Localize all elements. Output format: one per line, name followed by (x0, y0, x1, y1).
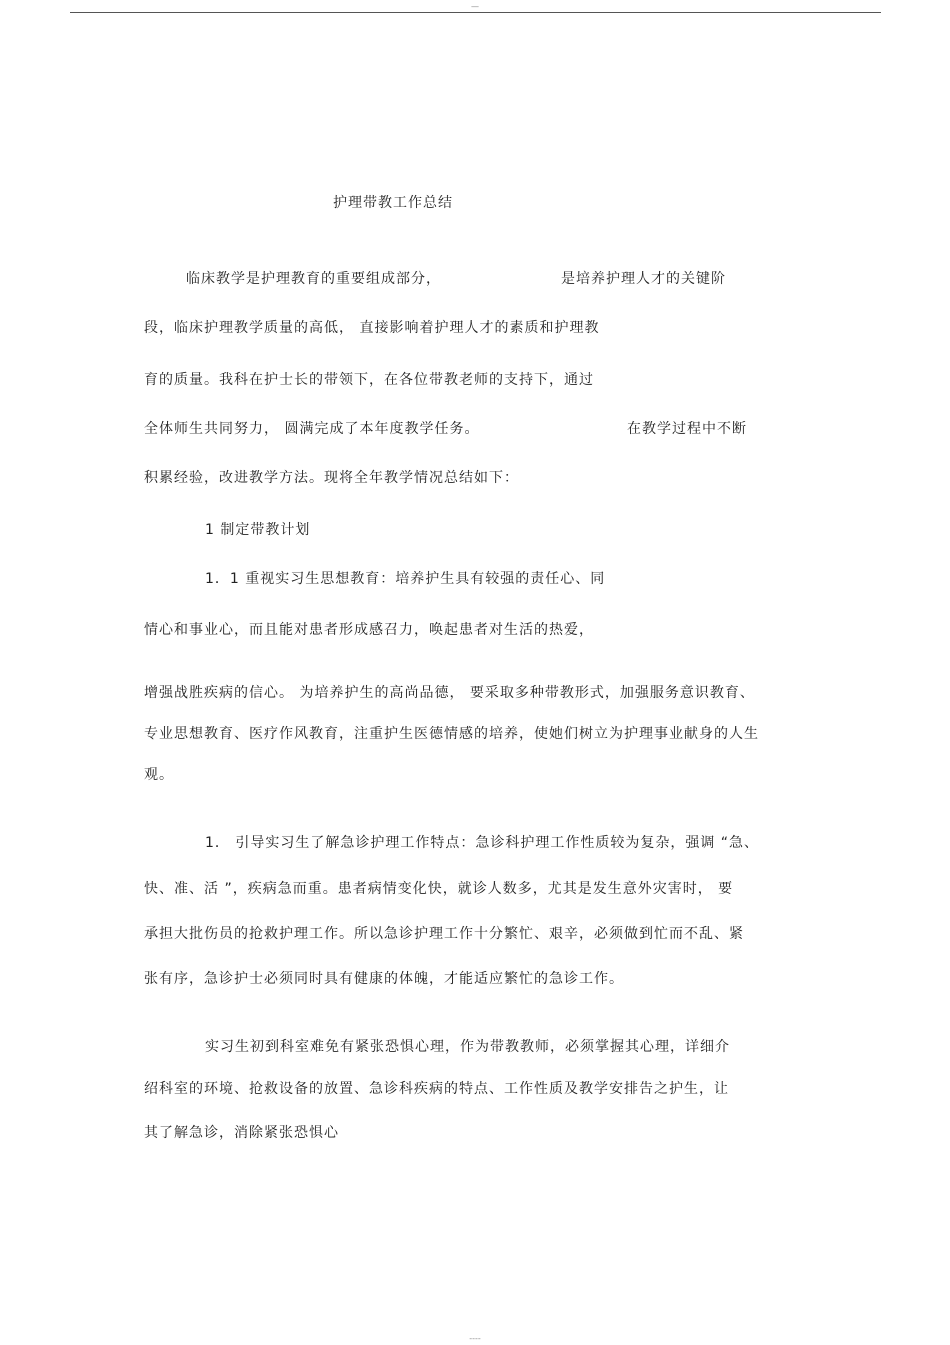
paragraph-line: 专业思想教育、医疗作风教育，注重护生医德情感的培养，使她们树立为护理事业献身的人生 (144, 726, 759, 742)
subsection-heading: 1．1 重视实习生思想教育：培养护生具有较强的责任心、同 (205, 571, 606, 587)
subsection-heading: 1． 引导实习生了解急诊护理工作特点：急诊科护理工作性质较为复杂，强调 “急、 (205, 835, 760, 851)
paragraph-line: 临床教学是护理教育的重要组成部分， (186, 271, 441, 287)
section-heading: 1 制定带教计划 (205, 522, 311, 538)
paragraph-line: 其了解急诊，消除紧张恐惧心 (144, 1125, 339, 1141)
paragraph-line: 快、准、活 ”，疾病急而重。患者病情变化快，就诊人数多，尤其是发生意外灾害时， 要 (144, 881, 734, 897)
paragraph-line: 张有序，急诊护士必须同时具有健康的体魄，才能适应繁忙的急诊工作。 (144, 971, 624, 987)
footer-mark: ---- (469, 1334, 481, 1343)
document-title: 护理带教工作总结 (333, 195, 453, 211)
paragraph-line: 全体师生共同努力， 圆满完成了本年度教学任务。 (144, 421, 480, 437)
paragraph-line: 段，临床护理教学质量的高低， 直接影响着护理人才的素质和护理教 (144, 320, 600, 336)
paragraph-line: 承担大批伤员的抢救护理工作。所以急诊护理工作十分繁忙、艰辛，必须做到忙而不乱、紧 (144, 926, 744, 942)
paragraph-line: 情心和事业心，而且能对患者形成感召力，唤起患者对生活的热爱， (144, 622, 594, 638)
paragraph-line: 实习生初到科室难免有紧张恐惧心理，作为带教教师，必须掌握其心理，详细介 (205, 1039, 730, 1055)
header-mark: — (471, 2, 479, 11)
paragraph-line: 在教学过程中不断 (627, 421, 747, 437)
paragraph-line: 观。 (144, 767, 174, 783)
header-rule (70, 12, 881, 13)
paragraph-line: 绍科室的环境、抢救设备的放置、急诊科疾病的特点、工作性质及教学安排告之护生，让 (144, 1081, 729, 1097)
paragraph-line: 积累经验，改进教学方法。现将全年教学情况总结如下： (144, 470, 519, 486)
paragraph-line: 增强战胜疾病的信心。 为培养护生的高尚品德， 要采取多种带教形式，加强服务意识教育、 (144, 685, 755, 701)
paragraph-line: 是培养护理人才的关键阶 (561, 271, 726, 287)
paragraph-line: 育的质量。我科在护士长的带领下，在各位带教老师的支持下，通过 (144, 372, 594, 388)
